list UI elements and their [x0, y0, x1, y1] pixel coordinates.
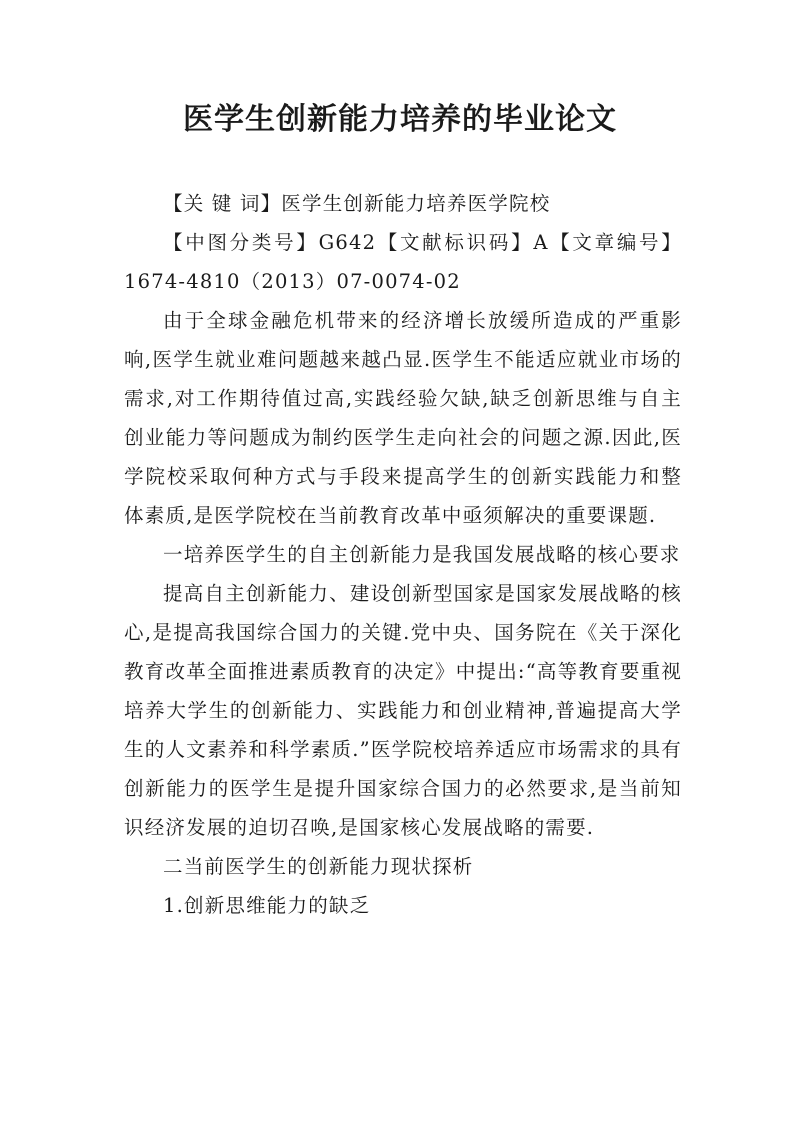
section-heading-1: 一培养医学生的自主创新能力是我国发展战略的核心要求 — [163, 543, 681, 566]
paragraph-section-1: 提高自主创新能力、建设创新型国家是国家发展战略的核心,是提高我国综合国力的关键.党中央、国务院在《关于深化教育改革全面推进素质教育的决定》中提出:“高等教育要重视培养大学生的创新能力、实践能力和创业精神,普遍提高大学生的人文素养和科学素质.”医学院校培养适应市场需求的具有创新能力的医学生是提升国家综合国力的必然要求,是当前知识经济发展的迫切召唤,是国家核心发展战略的需要. — [124, 582, 682, 839]
section-heading-2: 二当前医学生的创新能力现状探析 — [163, 855, 474, 878]
classification-line: 【中图分类号】G642【文献标识码】A【文章编号】1674-4810（2013）07-0074-02 — [124, 231, 682, 293]
keywords-line: 【关 键 词】医学生创新能力培养医学院校 — [163, 192, 551, 215]
document-body — [124, 184, 682, 925]
page-title: 医学生创新能力培养的毕业论文 — [183, 102, 617, 137]
subsection-heading-1: 1.创新思维能力的缺乏 — [163, 894, 371, 917]
paragraph-intro: 由于全球金融危机带来的经济增长放缓所造成的严重影响,医学生就业难问题越来越凸显.医学生不能适应就业市场的需求,对工作期待值过高,实践经验欠缺,缺乏创新思维与自主创业能力等问题成为制约医学生走向社会的问题之源.因此,医学院校采取何种方式与手段来提高学生的创新实践能力和整体素质,是医学院校在当前教育改革中亟须解决的重要课题. — [124, 309, 682, 527]
